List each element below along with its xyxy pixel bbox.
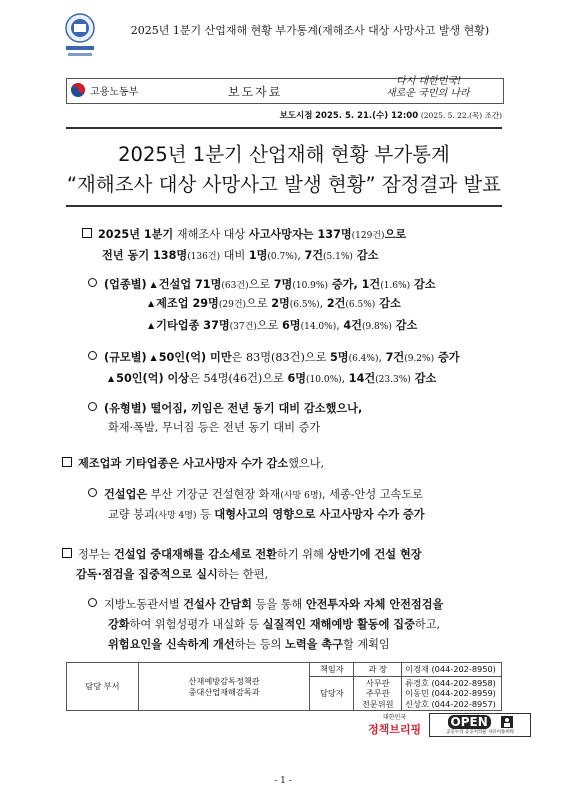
slogan-line-1: 다시 대한민국!	[396, 76, 462, 87]
section-2-line	[62, 456, 324, 472]
text: 실질적인 재해예방 활동에 집중	[262, 618, 415, 631]
release-note: (2025. 5. 22.(목) 조간)	[420, 111, 502, 120]
text: 사고사망자는 137명	[248, 228, 352, 241]
text: (5.1%)	[323, 252, 353, 262]
government-seal-icon	[62, 12, 98, 64]
korea-label: 대한민국	[382, 714, 407, 721]
text: (업종별)	[104, 278, 151, 291]
plan-line-2	[108, 617, 440, 633]
size-line-2	[108, 371, 436, 388]
section-3-line-1	[62, 547, 422, 563]
circle-bullet-icon	[88, 278, 97, 287]
text: ,	[378, 351, 386, 364]
text: 하는 한편,	[217, 568, 269, 581]
text: 감독·점검을 집중적으로 실시	[76, 568, 218, 581]
text: 건설업은	[104, 488, 148, 501]
text: 1명	[248, 249, 268, 262]
summary-line-2	[102, 248, 378, 265]
manufacturing-line	[148, 296, 401, 313]
section-3-line-2	[76, 567, 268, 583]
text: 14건	[348, 372, 376, 385]
text: 부산 기장군 건설현장 화재	[147, 488, 281, 501]
text: 2명	[271, 297, 290, 310]
text: 7명	[273, 278, 293, 291]
dept-name	[138, 663, 310, 711]
text: 기타업종 37명	[156, 319, 230, 332]
ministry-logo	[70, 81, 138, 99]
text: 은 54명(46건)으로	[189, 372, 288, 385]
circle-bullet-icon	[88, 351, 97, 360]
text: 전년 동기 138명	[102, 249, 188, 262]
square-bullet-icon	[62, 457, 72, 467]
main-title-line-1: 2025년 1분기 산업재해 현황 부가통계	[118, 143, 450, 166]
text: 할 계획임	[342, 638, 390, 651]
text: 대형사고의 영향으로 사고사망자 수가 증가	[214, 508, 425, 521]
text: 등	[196, 508, 215, 521]
text: (14.0%)	[300, 322, 337, 332]
triangle-up-icon: ▲	[148, 299, 155, 308]
open-label: OPEN	[448, 715, 491, 729]
document-running-title: 2025년 1분기 산업재해 현황 부가통계(재해조사 대상 사망사고 발생 현황)	[130, 24, 490, 37]
staff-3-title: 전문위원	[361, 698, 394, 709]
text: 으로	[384, 228, 407, 241]
page-number: - 1 -	[274, 776, 292, 786]
text: (129건)	[351, 231, 385, 241]
square-bullet-icon	[62, 548, 72, 558]
text: 등을 통해	[251, 598, 306, 611]
text: 4건	[343, 319, 362, 332]
square-bullet-icon	[82, 228, 92, 238]
staff-3-name: 신상호 (044-202-8957)	[405, 698, 496, 709]
dept-label: 담당 부서	[67, 663, 139, 711]
text: 2025년 1분기	[98, 228, 174, 241]
text: 6명	[287, 372, 307, 385]
text: 감소	[410, 372, 437, 385]
text: ,	[341, 372, 349, 385]
text: (규모별)	[104, 351, 151, 364]
text: ,	[297, 249, 305, 262]
contact-table	[66, 662, 502, 711]
construction-line-2	[108, 507, 425, 524]
text: 2건	[326, 297, 346, 310]
text: 5명	[329, 351, 349, 364]
industry-line	[88, 277, 436, 294]
text: 6명	[282, 319, 301, 332]
text: 으로	[248, 278, 274, 291]
text: (9.2%)	[404, 354, 435, 364]
text: 하는 등의	[234, 638, 286, 651]
text: 감소	[375, 297, 401, 310]
text: 대비	[220, 249, 249, 262]
main-title	[66, 127, 502, 207]
open-license-caption: 공공누리 공공저작물 자유이용허락	[446, 729, 515, 735]
open-license-badge	[429, 713, 531, 737]
release-label: 보도시점	[279, 111, 313, 121]
text: 제조업 29명	[156, 297, 219, 310]
text: 건설업 중대재해를 감소세로 전환	[113, 548, 277, 561]
ministry-name: 고용노동부	[90, 86, 139, 98]
text: 건설업 71명	[158, 278, 222, 291]
text: 화재·폭발, 무너짐 등은 전년 동기 대비 증가	[108, 421, 321, 434]
text: 교량 붕괴	[108, 508, 155, 521]
text: 감소	[352, 249, 379, 262]
text: (사망 4명)	[154, 511, 197, 521]
text: (23.3%)	[375, 375, 411, 385]
text: 으로	[256, 319, 282, 332]
text: 7건	[304, 249, 324, 262]
policy-briefing-logo	[368, 712, 421, 737]
text: (6.4%)	[348, 354, 379, 364]
triangle-up-icon: ▲	[108, 374, 115, 383]
triangle-up-icon: ▲	[150, 353, 157, 362]
text: 건설사 간담회	[183, 598, 252, 611]
text: (9.8%)	[361, 322, 392, 332]
text: 감소	[391, 319, 418, 332]
text: , 세종-안성 고속도로	[322, 488, 423, 501]
staff-names	[402, 676, 502, 711]
main-title-line-2: “재해조사 대상 사망사고 발생 현황” 잠정결과 발표	[66, 173, 502, 196]
text: (사망 6명)	[280, 491, 323, 501]
release-datetime: 2025. 5. 21.(수) 12:00	[315, 111, 419, 121]
plan-line-1	[88, 597, 443, 613]
text: 상반기에 건설 현장	[327, 548, 422, 561]
text: 하고,	[414, 618, 441, 631]
person-icon	[501, 716, 513, 728]
plan-line-3	[108, 637, 390, 653]
text: 정부는	[78, 548, 114, 561]
staff-1-title: 사무관	[365, 677, 390, 688]
footer-logos	[368, 712, 531, 737]
text: (1.6%)	[380, 281, 411, 291]
staff-1-name: 류경호 (044-202-8958)	[405, 677, 496, 688]
text: ,	[336, 319, 344, 332]
text: 제조업과 기타업종은 사고사망자 수가 감소	[78, 457, 289, 470]
text: 으로	[246, 297, 272, 310]
text: 노력을 촉구	[285, 638, 343, 651]
triangle-up-icon: ▲	[148, 321, 155, 330]
text: (10.0%)	[306, 375, 342, 385]
text: 강화	[108, 618, 130, 631]
text: (유형별) 떨어짐, 끼임은 전년 동기 대비 감소했으나,	[104, 402, 363, 415]
triangle-up-icon: ▲	[150, 280, 157, 289]
text: 증가	[434, 351, 460, 364]
staff-2-name: 이동민 (044-202-8959)	[405, 688, 496, 698]
text: (29건)	[218, 300, 247, 310]
text: 재해조사 대상	[173, 228, 249, 241]
dept-line-2: 중대산업재해감독과	[188, 686, 260, 697]
type-line-2	[108, 420, 320, 436]
text: 은 83명(83건)으로	[231, 351, 330, 364]
summary-line-1	[82, 227, 406, 244]
circle-bullet-icon	[88, 402, 97, 411]
text: 7건	[385, 351, 405, 364]
text: (63건)	[221, 281, 249, 291]
text: 1건	[361, 278, 381, 291]
text: (10.9%)	[292, 281, 328, 291]
responsible-title: 과 장	[354, 663, 402, 677]
text: (37건)	[229, 322, 257, 332]
text: 50인(억) 미만	[158, 351, 232, 364]
staff-2-title: 주무관	[365, 688, 390, 698]
staff-label: 담당자	[310, 676, 354, 711]
taegeuk-icon	[70, 82, 86, 98]
responsible-name: 이경재 (044-202-8950)	[402, 663, 502, 677]
staff-titles	[354, 676, 402, 711]
text: 하여 위험성평가 내실화 등	[129, 618, 263, 631]
government-slogan	[382, 76, 500, 104]
slogan-line-2: 새로운 국민의 나라	[386, 88, 470, 99]
other-industries-line	[148, 318, 417, 335]
dept-line-1: 산재예방감독정책관	[188, 676, 260, 686]
construction-line-1	[88, 487, 423, 504]
text: 지방노동관서별	[104, 598, 184, 611]
press-release-label: 보도자료	[228, 85, 283, 99]
text: 위험요인을 신속하게 개선	[108, 638, 235, 651]
type-line-1	[88, 401, 362, 417]
text: (6.5%)	[345, 300, 376, 310]
release-time	[70, 109, 502, 121]
policy-brand: 정책브리핑	[368, 723, 422, 736]
text: 했으나,	[288, 457, 325, 470]
text: (136건)	[187, 252, 221, 262]
responsible-label: 책임자	[310, 663, 354, 677]
text: (6.5%)	[289, 300, 320, 310]
text: 안전투자와 자체 안전점검을	[305, 598, 444, 611]
circle-bullet-icon	[88, 488, 97, 497]
text: ,	[319, 297, 327, 310]
text: 하기 위해	[276, 548, 328, 561]
circle-bullet-icon	[88, 598, 97, 607]
text: 감소	[410, 278, 436, 291]
text: 증가,	[327, 278, 362, 291]
size-line-1	[88, 350, 460, 367]
text: (0.7%)	[267, 252, 298, 262]
text: 50인(억) 이상	[116, 372, 190, 385]
